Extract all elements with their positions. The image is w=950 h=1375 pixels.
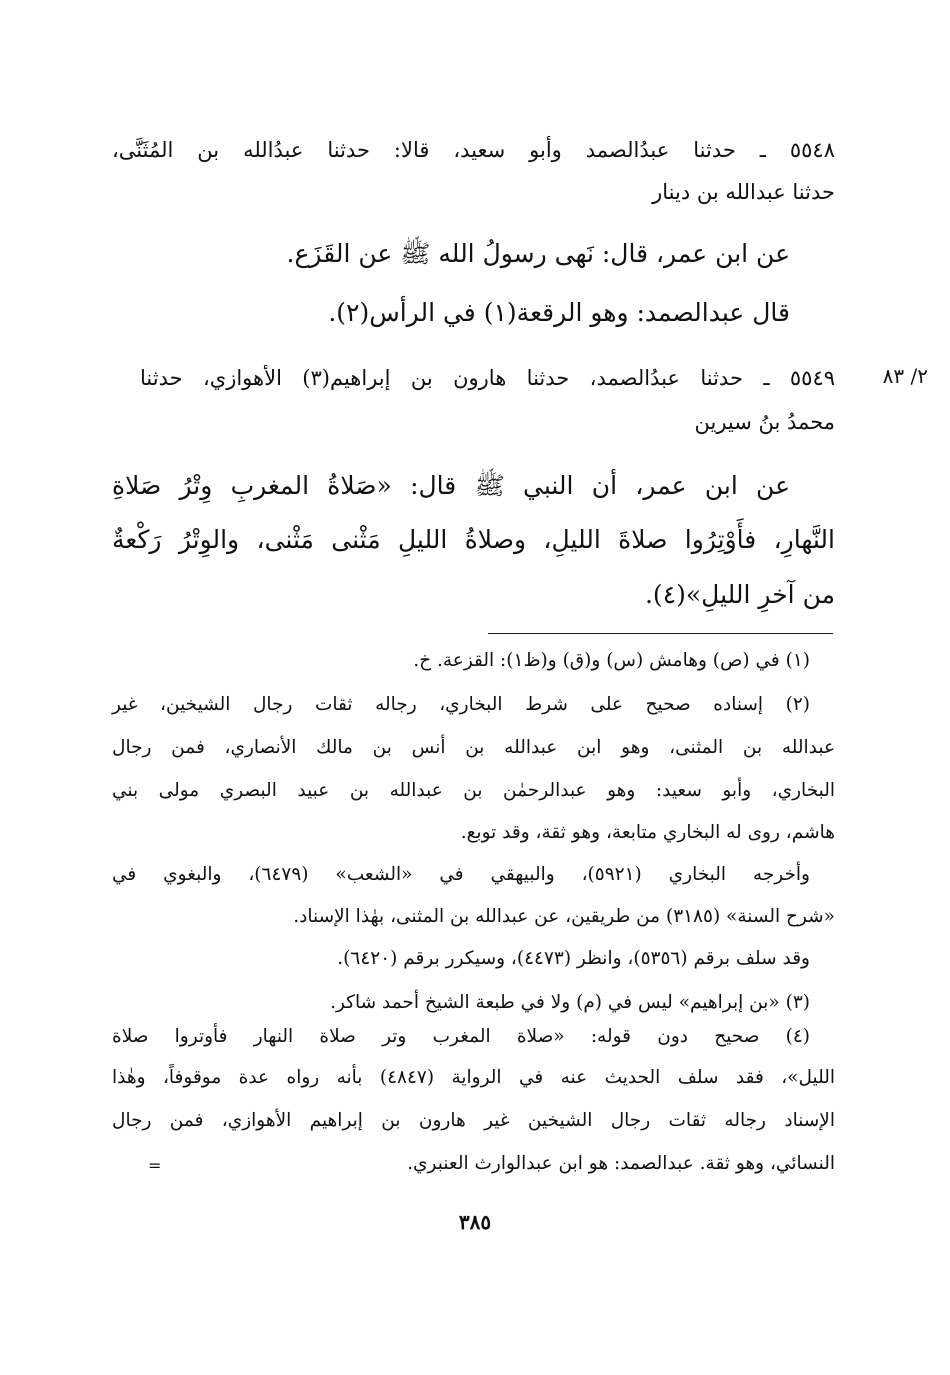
hadith-5549-matn-line-1: عن ابن عمر، أن النبي ﷺ قال: «صَلاةُ المغربِ وِتْرُ صَلاةِ <box>112 471 790 500</box>
footnote-2-line-3: البخاري، وأبو سعيد: وهو عبدالرحمٰن بن عبدالله بن عبيد البصري مولى بني <box>112 780 835 801</box>
hadith-5549-matn-line-3: من آخرِ الليلِ»(٤). <box>644 580 835 609</box>
footnote-2-line-6: «شرح السنة» (٣١٨٥) من طريقين، عن عبدالله بن المثنى، بهٰذا الإسناد. <box>293 906 835 927</box>
hadith-5548-isnad-line-1: ٥٥٤٨ ـ حدثنا عبدُالصمد وأبو سعيد، قالا: حدثنا عبدُالله بن المُثَنَّى، <box>112 138 835 162</box>
hadith-5549-isnad-line-1: ٥٥٤٩ ـ حدثنا عبدُالصمد، حدثنا هارون بن إبراهيم(٣) الأهوازي، حدثنا <box>140 366 836 390</box>
footnote-2-line-7: وقد سلف برقم (٥٣٥٦)، وانظر (٤٤٧٣)، وسيكرر برقم (٦٤٢٠). <box>337 948 810 969</box>
page-number: ٣٨٥ <box>458 1210 492 1234</box>
hadith-5548-matn-line-2: قال عبدالصمد: وهو الرقعة(١) في الرأس(٢). <box>328 298 790 327</box>
continuation-mark: = <box>148 1156 162 1175</box>
footnote-4-line-1: (٤) صحيح دون قوله: «صلاة المغرب وتر صلاة النهار فأوتروا صلاة <box>112 1026 810 1047</box>
footnote-separator-rule <box>488 633 833 634</box>
footnote-1: (١) في (ص) وهامش (س) و(ق) و(ظ١): القزعة. خ. <box>413 650 810 671</box>
hadith-5548-matn-line-1: عن ابن عمر، قال: نَهى رسولُ الله ﷺ عن القَزَع. <box>286 239 790 268</box>
margin-volume-page-reference: ٢/ ٨٣ <box>882 364 928 388</box>
footnote-4-line-3: الإسناد رجاله ثقات رجال الشيخين غير هارون بن إبراهيم الأهوازي، فمن رجال <box>112 1110 835 1131</box>
hadith-5549-isnad-line-2: محمدُ بنُ سيرين <box>694 410 835 434</box>
footnote-2-line-1: (٢) إسناده صحيح على شرط البخاري، رجاله ثقات رجال الشيخين، غير <box>112 694 810 715</box>
footnote-4-line-4: النسائي، وهو ثقة. عبدالصمد: هو ابن عبدالوارث العنبري. <box>407 1153 835 1174</box>
footnote-2-line-4: هاشم، روى له البخاري متابعة، وهو ثقة، وقد توبع. <box>460 822 835 843</box>
hadith-5549-matn-line-2: النَّهارِ، فأَوْتِرُوا صلاةَ الليلِ، وصلاةُ الليلِ مَثْنى مَثْنى، والوِتْرُ رَكْعةٌ <box>112 525 835 554</box>
footnote-4-line-2: الليل»، فقد سلف الحديث عنه في الرواية (٤٨٤٧) بأنه رواه عدة موقوفاً، وهٰذا <box>112 1067 835 1088</box>
footnote-2-line-5: وأخرجه البخاري (٥٩٢١)، والبيهقي في «الشعب» (٦٤٧٩)، والبغوي في <box>112 864 810 885</box>
footnote-2-line-2: عبدالله بن المثنى، وهو ابن عبدالله بن أنس بن مالك الأنصاري، فمن رجال <box>112 737 835 758</box>
hadith-5548-isnad-line-2: حدثنا عبدالله بن دينار <box>652 180 835 204</box>
footnote-3: (٣) «بن إبراهيم» ليس في (م) ولا في طبعة الشيخ أحمد شاكر. <box>330 992 810 1013</box>
